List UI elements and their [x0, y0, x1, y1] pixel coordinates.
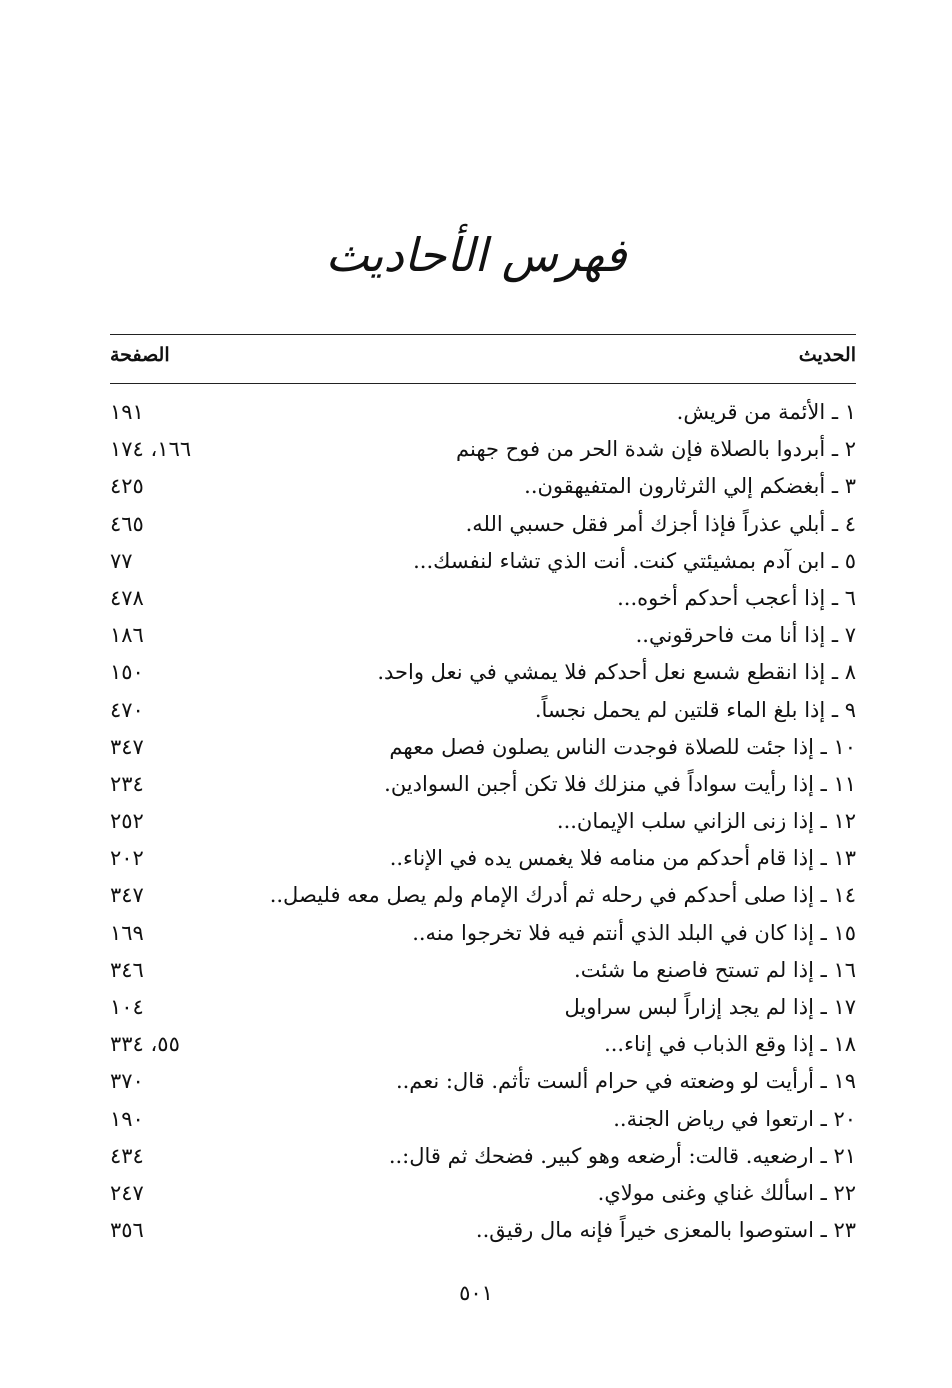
hadith-pages: ١٩٠	[110, 1106, 144, 1131]
hadith-pages: ٤٧٨	[110, 585, 144, 610]
page-title: فهرس الأحاديث	[325, 228, 627, 282]
hadith-text: ٢٠ ـ ارتعوا في رياض الجنة..	[613, 1106, 856, 1131]
list-item	[0, 512, 952, 549]
hadith-text: ١٤ ـ إذا صلى أحدكم في رحله ثم أدرك الإمام ولم يصل معه فليصل..	[269, 883, 856, 908]
hadith-text: ١٩ ـ أرأيت لو وضعته في حرام ألست تأثم. قال: نعم..	[395, 1069, 856, 1094]
hadith-pages: ٢٠٢	[110, 846, 144, 871]
hadith-text: ١٠ ـ إذا جئت للصلاة فوجدت الناس يصلون فصل معهم	[389, 734, 856, 759]
header-bottom-rule	[110, 383, 856, 384]
list-item	[0, 400, 952, 437]
hadith-text: ١٥ ـ إذا كان في البلد الذي أنتم فيه فلا تخرجوا منه..	[412, 920, 856, 945]
column-header-hadith: الحديث	[798, 344, 856, 366]
list-item	[0, 1144, 952, 1181]
page-number: ٥٠١	[459, 1281, 493, 1305]
list-item	[0, 1069, 952, 1106]
hadith-text: ٢١ ـ ارضعيه. قالت: أرضعه وهو كبير. فضحك ثم قال:..	[388, 1143, 856, 1168]
list-item	[0, 698, 952, 735]
hadith-pages: ٤٢٥	[110, 474, 144, 499]
hadith-pages: ١٠٤	[110, 995, 144, 1019]
hadith-text: ٣ ـ أبغضكم إلي الثرثارون المتفيهقون..	[524, 474, 856, 499]
hadith-pages: ٢٣٤	[110, 771, 144, 796]
hadith-pages: ٢٤٧	[110, 1180, 144, 1205]
list-item	[0, 883, 952, 920]
column-header-page: الصفحة	[110, 344, 170, 366]
hadith-pages: ١٨٦	[110, 623, 144, 648]
list-item	[0, 1032, 952, 1069]
list-item	[0, 586, 952, 623]
hadith-pages: ٣٥٦	[110, 1218, 144, 1243]
list-item	[0, 995, 952, 1032]
hadith-pages: ٤٣٤	[110, 1143, 144, 1168]
hadith-text: ١٢ ـ إذا زنى الزاني سلب الإيمان...	[556, 809, 856, 834]
hadith-pages: ٣٤٧	[110, 883, 144, 908]
list-item	[0, 809, 952, 846]
list-item	[0, 660, 952, 697]
hadith-text: ٧ ـ إذا أنا مت فاحرقوني..	[635, 623, 856, 648]
list-item	[0, 735, 952, 772]
hadith-pages: ١٦٦، ١٧٤	[110, 437, 192, 462]
hadith-pages: ٣٧٠	[110, 1069, 144, 1094]
list-item	[0, 437, 952, 474]
hadith-pages: ٢٥٢	[110, 809, 144, 834]
list-item	[0, 1107, 952, 1144]
hadith-pages: ٧٧	[110, 548, 133, 573]
hadith-text: ١١ ـ إذا رأيت سواداً في منزلك فلا تكن أجبن السوادين.	[384, 771, 856, 796]
list-item	[0, 549, 952, 586]
list-item	[0, 623, 952, 660]
hadith-text: ١٦ ـ إذا لم تستح فاصنع ما شئت.	[574, 957, 856, 982]
hadith-index-list	[0, 400, 952, 1255]
hadith-pages: ٤٧٠	[110, 697, 144, 722]
hadith-text: ٦ ـ إذا أعجب أحدكم أخوه...	[617, 585, 856, 610]
hadith-text: ٩ ـ إذا بلغ الماء قلتين لم يحمل نجساً.	[534, 697, 856, 722]
hadith-pages: ٣٤٧	[110, 734, 144, 759]
header-top-rule	[110, 334, 856, 335]
hadith-text: ٢٣ ـ استوصوا بالمعزى خيراً فإنه مال رقيق..	[475, 1218, 856, 1243]
hadith-pages: ١٦٩	[110, 920, 144, 945]
list-item	[0, 921, 952, 958]
hadith-text: ٨ ـ إذا انقطع شسع نعل أحدكم فلا يمشي في نعل واحد.	[377, 660, 856, 685]
list-item	[0, 846, 952, 883]
list-item	[0, 958, 952, 995]
hadith-text: ١ ـ الأئمة من قريش.	[676, 400, 856, 424]
list-item	[0, 772, 952, 809]
hadith-text: ٤ ـ أبلي عذراً فإذا أجزك أمر فقل حسبي الله.	[465, 511, 856, 536]
list-item	[0, 1181, 952, 1218]
hadith-text: ٢٢ ـ اسألك غناي وغنى مولاي.	[597, 1180, 856, 1205]
hadith-text: ١٧ ـ إذا لم يجد إزاراً لبس سراويل	[564, 995, 856, 1019]
hadith-text: ١٣ ـ إذا قام أحدكم من منامه فلا يغمس يده في الإناء..	[389, 846, 856, 871]
hadith-pages: ٥٥، ٣٣٤	[110, 1032, 180, 1057]
hadith-pages: ٣٤٦	[110, 957, 144, 982]
list-item	[0, 1218, 952, 1255]
hadith-pages: ٤٦٥	[110, 511, 144, 536]
list-item	[0, 474, 952, 511]
hadith-text: ٥ ـ ابن آدم بمشيئتي كنت. أنت الذي تشاء لنفسك...	[413, 548, 856, 573]
hadith-text: ١٨ ـ إذا وقع الذباب في إناء...	[604, 1032, 856, 1057]
hadith-pages: ١٥٠	[110, 660, 144, 685]
hadith-pages: ١٩١	[110, 400, 144, 424]
hadith-text: ٢ ـ أبردوا بالصلاة فإن شدة الحر من فوح جهنم	[456, 437, 856, 462]
